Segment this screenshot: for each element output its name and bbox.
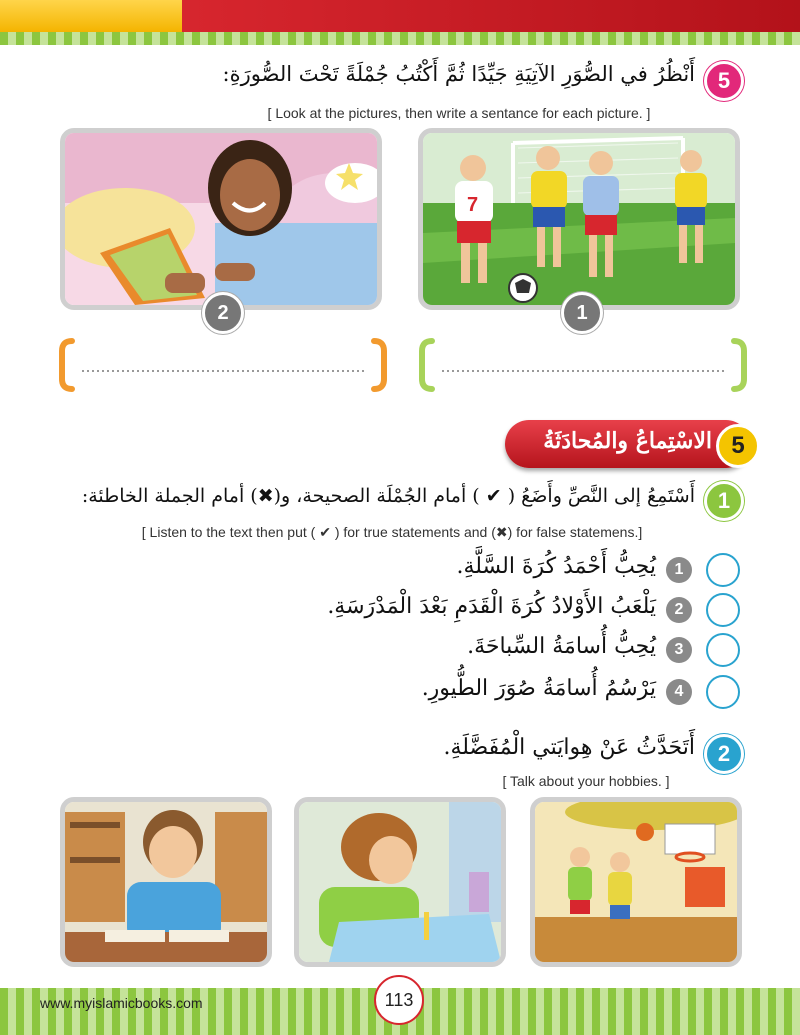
picture-girl-drawing bbox=[294, 797, 506, 967]
exercise-number-badge bbox=[704, 61, 744, 101]
picture-number-badge bbox=[561, 292, 603, 334]
boy-reading-illustration bbox=[65, 802, 267, 962]
picture-number: 2 bbox=[217, 301, 229, 324]
footer-website: www.myislamicbooks.com bbox=[40, 995, 203, 1011]
activity-1-instruction-ar: أَسْتَمِعُ إلى النَّصِّ وأَضَعُ ( ✔ ) أمام الجُمْلَة الصحيحة، و(✖) أمام الجملة الخاطئة: bbox=[81, 485, 695, 507]
statement-number bbox=[666, 557, 692, 583]
top-bar-yellow bbox=[0, 0, 182, 32]
statement-text-1: يُحِبُّ أَحْمَدُ كُرَةَ السَّلَّةِ. bbox=[456, 554, 656, 579]
girl-drawing-illustration bbox=[299, 802, 501, 962]
answer-circle-3[interactable] bbox=[706, 633, 740, 667]
activity-1-number: 1 bbox=[717, 488, 731, 513]
exercise-instruction-ar: أَنْظُرُ في الصُّوَرِ الآتِيَةِ جَيِّدًا ثُمَّ أَكْتُبُ جُمْلَةً تَحْتَ الصُّورَةِ: bbox=[222, 62, 695, 86]
answer-line-1[interactable] bbox=[418, 335, 748, 395]
statement-number-text: 1 bbox=[674, 561, 684, 578]
activity-2-instruction-en: [ Talk about your hobbies. ] bbox=[502, 773, 670, 789]
answer-circle-1[interactable] bbox=[706, 553, 740, 587]
statement-number-text: 4 bbox=[674, 683, 684, 700]
statement-number bbox=[666, 637, 692, 663]
picture-reading-girl bbox=[60, 128, 382, 310]
statement-text-4: يَرْسُمُ أُسامَةُ صُوَرَ الطُّيورِ. bbox=[421, 676, 656, 701]
basketball-illustration bbox=[535, 802, 737, 962]
exercise-instruction-en: [ Look at the pictures, then write a sentance for each picture. ] bbox=[267, 105, 651, 121]
top-bar-red bbox=[182, 0, 800, 32]
svg-text:7: 7 bbox=[467, 194, 479, 216]
football-illustration bbox=[423, 133, 735, 305]
activity-2-badge bbox=[704, 734, 744, 774]
statement-number bbox=[666, 679, 692, 705]
page-number-badge bbox=[374, 975, 424, 1025]
top-stripe bbox=[0, 32, 800, 45]
picture-basketball bbox=[530, 797, 742, 967]
statement-number-text: 3 bbox=[674, 641, 684, 658]
reading-girl-illustration bbox=[65, 133, 377, 305]
page-number: 113 bbox=[384, 989, 414, 1010]
answer-line-2[interactable] bbox=[58, 335, 388, 395]
section-title: الاسْتِماعُ والمُحادَثَةُ bbox=[543, 428, 712, 454]
statement-number-text: 2 bbox=[674, 601, 684, 618]
statement-text-3: يُحِبُّ أُسامَةُ السِّباحَةَ. bbox=[467, 634, 656, 659]
section-number: 5 bbox=[731, 432, 745, 459]
picture-boy-reading bbox=[60, 797, 272, 967]
statement-number bbox=[666, 597, 692, 623]
picture-football bbox=[418, 128, 740, 310]
picture-number-badge bbox=[202, 292, 244, 334]
statement-text-2: يَلْعَبُ الأَوْلادُ كُرَةَ الْقَدَمِ بَعْدَ الْمَدْرَسَةِ. bbox=[327, 594, 656, 619]
section-number-badge bbox=[716, 424, 760, 468]
activity-1-badge bbox=[704, 481, 744, 521]
activity-1-instruction-en: [ Listen to the text then put ( ✔ ) for true statements and (✖) for false statemens.] bbox=[141, 524, 643, 540]
exercise-number: 5 bbox=[717, 68, 731, 93]
answer-circle-2[interactable] bbox=[706, 593, 740, 627]
answer-circle-4[interactable] bbox=[706, 675, 740, 709]
activity-2-instruction-ar: أَتَحَدَّثُ عَنْ هِوايَتي الْمُفَضَّلَةِ. bbox=[443, 735, 695, 760]
activity-2-number: 2 bbox=[717, 741, 731, 766]
picture-number: 1 bbox=[576, 301, 588, 324]
